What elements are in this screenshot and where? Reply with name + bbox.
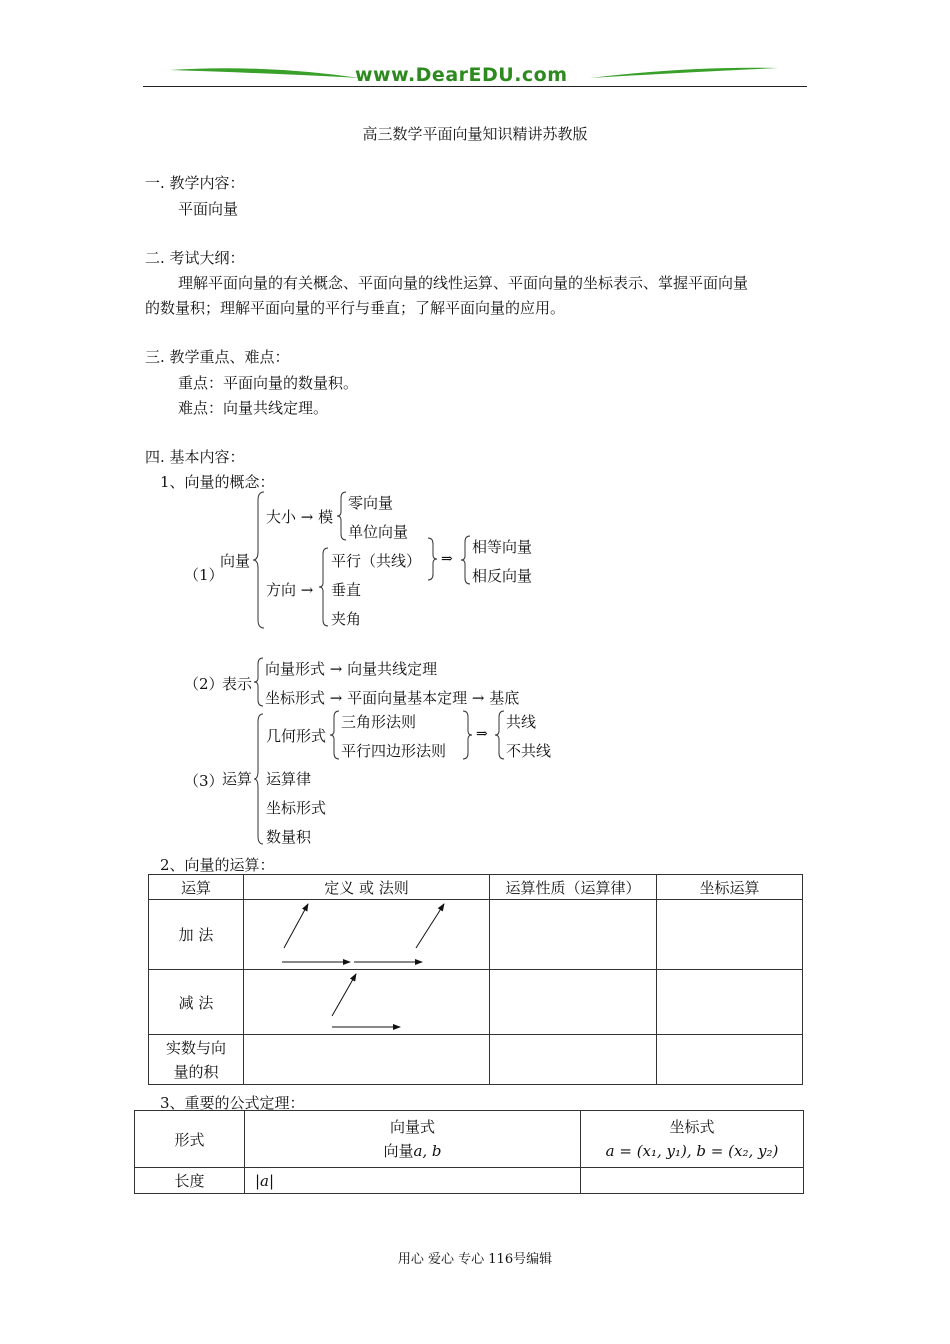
- section-2-heading: 二. 考试大纲：: [145, 249, 245, 267]
- formula-row-form-label: 形式: [135, 1111, 245, 1168]
- ops-row-add-label: 加 法: [149, 900, 244, 970]
- header-rule: [143, 86, 807, 87]
- ops-header-properties: 运算性质（运算律）: [490, 875, 657, 900]
- ops-row-add-diagram: [244, 900, 490, 970]
- ops-row-sub-coord: [657, 970, 803, 1035]
- diagram-1-size-brace: [336, 490, 348, 542]
- diagram-3-geo-brace: [329, 709, 341, 761]
- formula-row-length-label: 长度: [135, 1168, 245, 1194]
- ops-row-add-coord: [657, 900, 803, 970]
- diagram-2-label: （2）: [184, 675, 224, 693]
- diagram-1-perpendicular: 垂直: [331, 581, 362, 599]
- ops-row-scalar-diagram: [244, 1035, 490, 1085]
- page-title: 高三数学平面向量知识精讲苏教版: [362, 125, 588, 143]
- formula-coord-form: [581, 1111, 804, 1168]
- diagram-3-parallelogram-rule: 平行四边形法则: [341, 742, 447, 760]
- diagram-3-collinear: 共线: [506, 713, 537, 731]
- ops-row-scalar-coord: [657, 1035, 803, 1085]
- diagram-1-implies: ⇒: [441, 551, 453, 567]
- diagram-3-triangle-rule: 三角形法则: [341, 713, 417, 731]
- ops-header-definition: 定义 或 法则: [244, 875, 490, 900]
- diagram-1-zero: 零向量: [348, 494, 394, 512]
- diagram-3-implies: ⇒: [476, 726, 488, 742]
- section-3-key: 重点：平面向量的数量积。: [178, 374, 359, 392]
- diagram-1-parallel: 平行（共线）: [331, 552, 422, 570]
- formula-vector-head: 向量式: [389, 1118, 435, 1136]
- diagram-3-result-brace: [494, 709, 506, 761]
- ops-row-sub-label: 减 法: [149, 970, 244, 1035]
- subtraction-arrows-diagram: [244, 970, 489, 1035]
- diagram-2-brace: [253, 656, 265, 708]
- ops-header-coord: 坐标运算: [657, 875, 803, 900]
- section-4-heading: 四. 基本内容：: [145, 448, 245, 466]
- section-2-line1: 理解平面向量的有关概念、平面向量的线性运算、平面向量的坐标表示、掌握平面向量: [178, 274, 749, 292]
- addition-arrows-diagram: [244, 900, 489, 970]
- ops-row-sub-diagram: [244, 970, 490, 1035]
- formula-length-vector: |a|: [245, 1168, 581, 1194]
- diagram-3-geometric: 几何形式: [266, 727, 327, 745]
- diagram-3-label: （3）: [184, 772, 224, 790]
- subsection-3-heading: 3、重要的公式定理：: [160, 1094, 305, 1112]
- diagram-3-laws: 运算律: [266, 770, 312, 788]
- diagram-3-coord-form: 坐标形式: [266, 799, 327, 817]
- ops-row-add-properties: [490, 900, 657, 970]
- section-3-hard: 难点：向量共线定理。: [178, 399, 329, 417]
- diagram-1-equal: 相等向量: [472, 538, 533, 556]
- diagram-1-root: 向量: [220, 552, 251, 570]
- section-3-heading: 三. 教学重点、难点：: [145, 348, 290, 366]
- site-logo-text: www.DearEDU.com: [355, 64, 568, 86]
- ops-row-scalar-label: 实数与向量的积: [149, 1035, 244, 1085]
- section-1-heading: 一. 教学内容：: [145, 174, 245, 192]
- diagram-1-label: （1）: [184, 566, 224, 584]
- formula-coord-expr: a = (x₁, y₁), b = (x₂, y₂): [605, 1142, 779, 1160]
- diagram-3-dot-product: 数量积: [266, 828, 312, 846]
- formula-length-coord: [581, 1168, 804, 1194]
- diagram-1-main-brace: [252, 490, 266, 630]
- formula-vector-sub: 向量a, b: [383, 1142, 442, 1160]
- diagram-1-opposite: 相反向量: [472, 567, 533, 585]
- formula-coord-head: 坐标式: [669, 1118, 715, 1136]
- diagram-1-result-brace: [460, 534, 472, 586]
- diagram-1-close-brace: [426, 536, 438, 582]
- diagram-3-root: 运算: [222, 770, 253, 788]
- section-1-body: 平面向量: [178, 200, 239, 218]
- diagram-1-unit: 单位向量: [348, 523, 409, 541]
- diagram-1-dir-brace: [318, 546, 330, 628]
- diagram-1-size: 大小 → 模: [266, 508, 334, 526]
- subsection-1-heading: 1、向量的概念：: [160, 473, 275, 491]
- ops-row-sub-properties: [490, 970, 657, 1035]
- diagram-2-vector-form: 向量形式 → 向量共线定理: [265, 660, 438, 678]
- ops-row-scalar-properties: [490, 1035, 657, 1085]
- section-2-line2: 的数量积；理解平面向量的平行与垂直；了解平面向量的应用。: [145, 299, 566, 317]
- diagram-1-angle: 夹角: [331, 610, 362, 628]
- formula-table: [134, 1110, 804, 1194]
- diagram-2-coord-form: 坐标形式 → 平面向量基本定理 → 基底: [265, 689, 520, 707]
- diagram-1-direction: 方向 →: [266, 581, 314, 599]
- subsection-2-heading: 2、向量的运算：: [160, 856, 275, 874]
- diagram-3-main-brace: [253, 712, 265, 846]
- diagram-3-close-brace: [461, 709, 473, 761]
- formula-vector-form: [245, 1111, 581, 1168]
- diagram-2-root: 表示: [222, 675, 253, 693]
- ops-header-op: 运算: [149, 875, 244, 900]
- page-footer: 用心 爱心 专心 116号编辑: [397, 1252, 553, 1267]
- diagram-3-noncollinear: 不共线: [506, 742, 552, 760]
- operations-table: [148, 874, 803, 1085]
